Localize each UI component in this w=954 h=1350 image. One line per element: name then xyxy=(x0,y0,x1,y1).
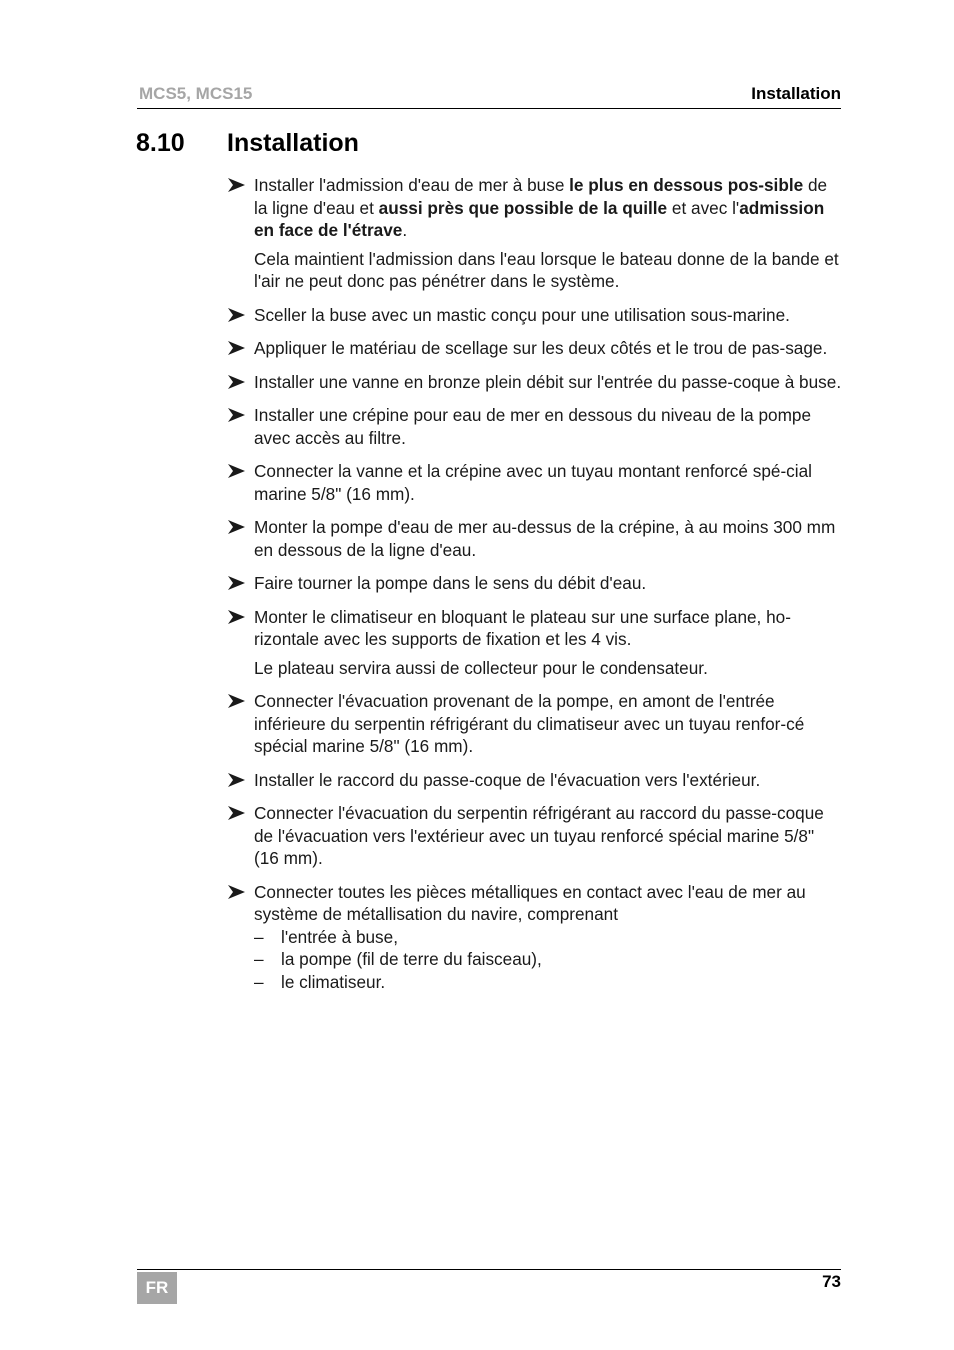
dash-bullet: – xyxy=(254,949,264,969)
arrow-bullet-icon xyxy=(228,464,245,478)
item-text: Connecter l'évacuation provenant de la pompe, en amont de l'entrée inférieure du serpentin réfrigérant du climatiseur avec un tuyau renfor-cé spécial marine 5/8" (16 mm). xyxy=(254,691,805,756)
arrow-bullet-icon xyxy=(228,694,245,708)
item-text: Connecter la vanne et la crépine avec un tuyau montant renforcé spé-cial marine 5/8" (16 mm). xyxy=(254,461,812,504)
item-note: Cela maintient l'admission dans l'eau lorsque le bateau donne de la bande et l'air ne peut donc pas pénétrer dans le système. xyxy=(254,248,839,291)
arrow-bullet-icon xyxy=(228,576,245,590)
list-item xyxy=(228,516,842,561)
section-number: 8.10 xyxy=(136,129,185,157)
arrow-bullet-icon xyxy=(228,178,245,192)
list-item xyxy=(228,337,842,360)
list-item xyxy=(228,371,842,394)
arrow-bullet-icon xyxy=(228,520,245,534)
item-text: Sceller la buse avec un mastic conçu pour une utilisation sous-marine. xyxy=(254,304,790,325)
list-item xyxy=(228,802,842,870)
list-item xyxy=(228,304,842,327)
header-model: MCS5, MCS15 xyxy=(139,84,253,103)
arrow-bullet-icon xyxy=(228,610,245,624)
item-text: Monter le climatiseur en bloquant le plateau sur une surface plane, ho-rizontale avec les supports de fixation et les 4 vis. xyxy=(254,606,791,649)
dash-bullet: – xyxy=(254,926,264,947)
arrow-bullet-icon xyxy=(228,408,245,422)
item-text: Connecter toutes les pièces métalliques en contact avec l'eau de mer au système de métallisation du navire, comprenant xyxy=(254,881,806,924)
page-header xyxy=(137,84,841,109)
arrow-bullet-icon xyxy=(228,375,245,389)
list-item xyxy=(228,572,842,595)
list-item xyxy=(228,404,842,449)
header-section: Installation xyxy=(751,84,841,103)
item-text: Installer le raccord du passe-coque de l'évacuation vers l'extérieur. xyxy=(254,769,761,790)
instruction-list xyxy=(228,174,842,1004)
arrow-bullet-icon xyxy=(228,806,245,820)
item-text: Installer l'admission d'eau de mer à buse le plus en dessous pos-sible de la ligne d'eau et aussi près que possible de la quille et avec l'admission en face de l'étrave. xyxy=(254,175,828,240)
item-text: Connecter l'évacuation du serpentin réfrigérant au raccord du passe-coque de l'évacuation vers l'extérieur avec un tuyau renforcé spécial marine 5/8" (16 mm). xyxy=(254,803,824,868)
item-text: Installer une vanne en bronze plein débit sur l'entrée du passe-coque à buse. xyxy=(254,371,842,392)
list-item xyxy=(228,690,842,758)
arrow-bullet-icon xyxy=(228,308,245,322)
arrow-bullet-icon xyxy=(228,341,245,355)
list-item xyxy=(228,881,842,994)
list-item xyxy=(228,769,842,792)
list-item xyxy=(228,606,842,680)
language-tab: FR xyxy=(137,1272,177,1304)
item-text: Appliquer le matériau de scellage sur les deux côtés et le trou de pas-sage. xyxy=(254,338,828,358)
section-title: Installation xyxy=(227,129,359,157)
dash-bullet: – xyxy=(254,971,264,992)
list-item xyxy=(228,460,842,505)
sub-list-item: – l'entrée à buse, xyxy=(254,926,398,947)
item-text: Installer une crépine pour eau de mer en dessous du niveau de la pompe avec accès au filtre. xyxy=(254,405,812,448)
arrow-bullet-icon xyxy=(228,885,245,899)
arrow-bullet-icon xyxy=(228,773,245,787)
page-number: 73 xyxy=(822,1272,841,1291)
item-note: Le plateau servira aussi de collecteur pour le condensateur. xyxy=(254,657,708,678)
item-text: Monter la pompe d'eau de mer au-dessus de la crépine, à au moins 300 mm en dessous de la ligne d'eau. xyxy=(254,517,836,560)
list-item xyxy=(228,174,842,293)
section-heading xyxy=(136,129,359,158)
item-text: Faire tourner la pompe dans le sens du débit d'eau. xyxy=(254,573,647,593)
footer-divider xyxy=(137,1269,841,1270)
sub-list-item: – la pompe (fil de terre du faisceau), xyxy=(254,949,542,969)
sub-list-item: – le climatiseur. xyxy=(254,971,386,992)
